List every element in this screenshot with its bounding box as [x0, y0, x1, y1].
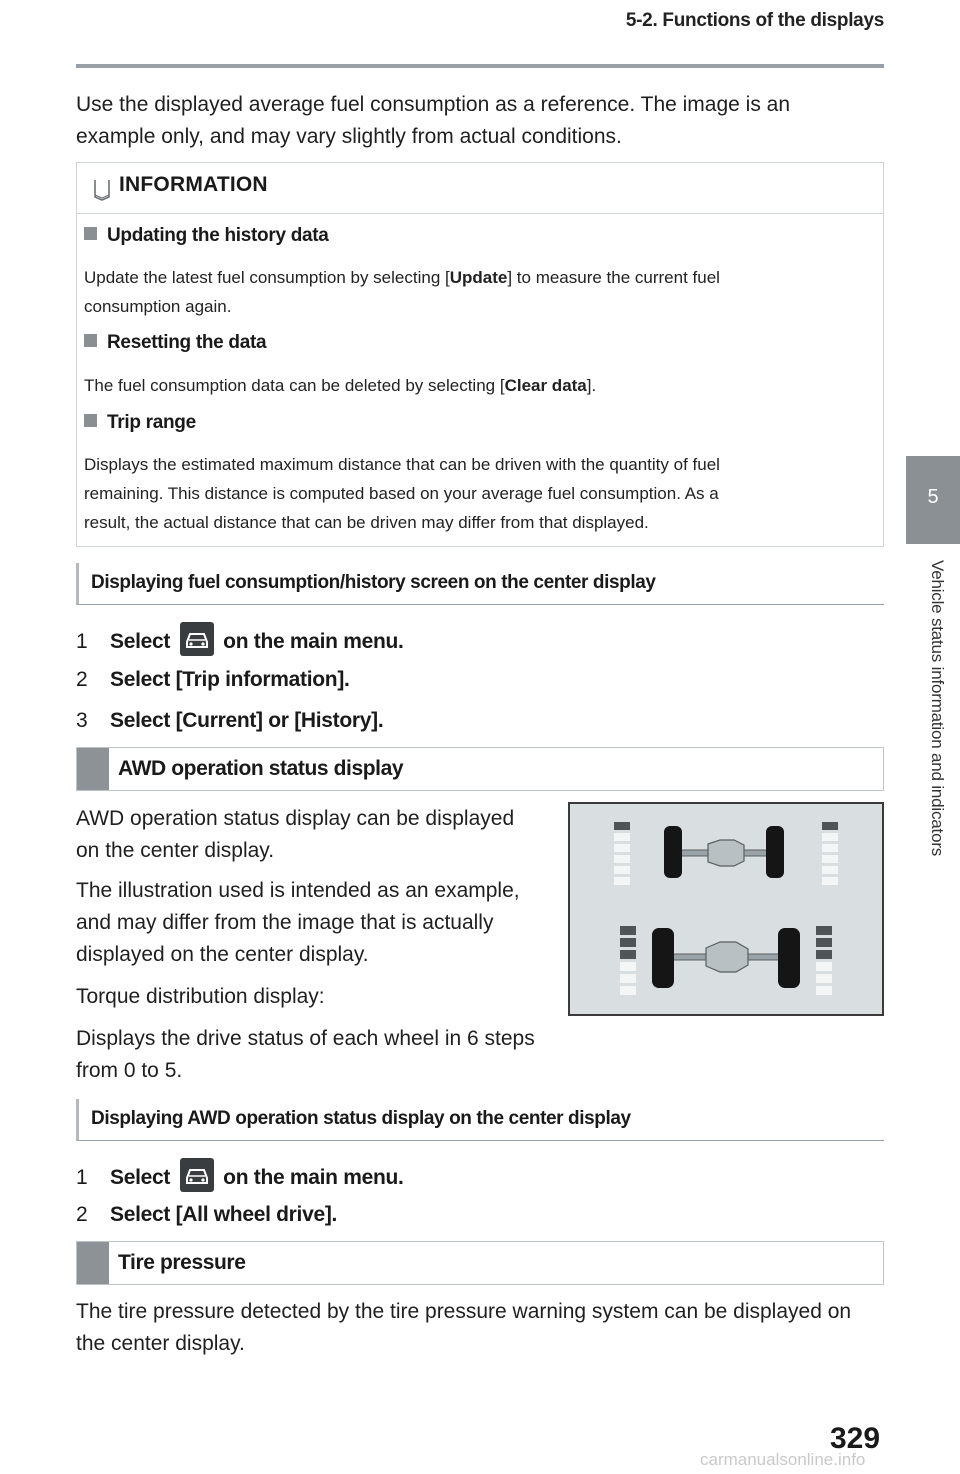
awd-step-1: 1 Select on the main menu.	[76, 1158, 404, 1190]
rear-right-wheel	[778, 928, 800, 988]
front-left-level-segment	[614, 877, 630, 885]
front-left-wheel	[664, 826, 682, 878]
tire-paragraph-line-2: the center display.	[76, 1332, 245, 1355]
info-book-icon	[93, 179, 111, 201]
section-header: 5-2. Functions of the displays	[625, 10, 884, 31]
tire-section-title: Tire pressure	[118, 1251, 246, 1274]
tire-paragraph-line-1: The tire pressure detected by the tire pressure warning system can be displayed on	[76, 1300, 852, 1323]
front-right-level-segment	[822, 855, 838, 863]
page-number: 329	[830, 1422, 881, 1455]
torque-distribution-diagram	[570, 804, 882, 1014]
front-right-level-segment	[822, 877, 838, 885]
car-menu-icon[interactable]	[180, 622, 214, 656]
info-item-title-resetting: Resetting the data	[84, 332, 266, 354]
front-right-wheel	[766, 826, 784, 878]
square-bullet-icon	[84, 227, 97, 240]
rear-left-level-segment	[620, 974, 636, 983]
awd-paragraph-2: The illustration used is intended as an example, and may differ from the image that is actually displayed on the center display.	[76, 879, 520, 966]
car-menu-icon[interactable]	[180, 1158, 214, 1192]
front-right-level-segment	[822, 833, 838, 841]
awd-section-title: AWD operation status display	[118, 757, 404, 780]
fuel-step-3: 3 Select [Current] or [History].	[76, 709, 384, 732]
rear-left-level-segment	[620, 938, 636, 947]
information-box	[76, 162, 884, 547]
info-item-title-updating: Updating the history data	[84, 225, 329, 247]
info-item-text-updating: Update the latest fuel consumption by selecting [Update] to measure the current fuel consumption again.	[84, 268, 720, 316]
front-left-level-segment	[614, 855, 630, 863]
section-bar-tab	[77, 1242, 109, 1284]
rear-right-level-segment	[816, 986, 832, 995]
awd-torque-illustration	[568, 802, 884, 1016]
fuel-display-subheading: Displaying fuel consumption/history screen on the center display	[76, 563, 884, 605]
watermark: carmanualsonline.info	[700, 1450, 866, 1469]
rear-left-level-segment	[620, 950, 636, 959]
info-item-text-resetting: The fuel consumption data can be deleted by selecting [Clear data].	[84, 376, 597, 395]
rear-right-level-segment	[816, 926, 832, 935]
information-title: INFORMATION	[119, 173, 268, 196]
awd-paragraph-1: AWD operation status display can be displayed on the center display.	[76, 807, 515, 862]
awd-paragraph-3: Torque distribution display:	[76, 985, 325, 1008]
square-bullet-icon	[84, 414, 97, 427]
info-item-title-trip-range: Trip range	[84, 412, 196, 434]
awd-display-subheading: Displaying AWD operation status display on the center display	[76, 1099, 884, 1141]
rear-left-wheel	[652, 928, 674, 988]
intro-line-1: Use the displayed average fuel consumption as a reference. The image is an	[76, 93, 791, 116]
rear-left-level-segment	[620, 986, 636, 995]
tire-section-bar	[76, 1241, 884, 1285]
chapter-tab[interactable]	[906, 456, 960, 544]
awd-step-2: 2 Select [All wheel drive].	[76, 1203, 338, 1226]
rear-right-level-segment	[816, 974, 832, 983]
intro-line-2: example only, and may vary slightly from actual conditions.	[76, 125, 622, 148]
section-bar-tab	[77, 748, 109, 790]
front-right-level-segment	[822, 844, 838, 852]
fuel-step-1: 1 Select on the main menu.	[76, 622, 404, 654]
front-left-level-segment	[614, 866, 630, 874]
chapter-number: 5	[927, 486, 939, 508]
awd-section-bar	[76, 747, 884, 791]
front-right-level-segment	[822, 822, 838, 830]
rear-right-level-segment	[816, 950, 832, 959]
fuel-step-2: 2 Select [Trip information].	[76, 668, 350, 691]
front-left-level-segment	[614, 822, 630, 830]
front-left-level-segment	[614, 844, 630, 852]
front-right-level-segment	[822, 866, 838, 874]
chapter-label: Vehicle status information and indicators	[928, 560, 947, 857]
square-bullet-icon	[84, 334, 97, 347]
rear-left-level-segment	[620, 926, 636, 935]
rear-right-level-segment	[816, 962, 832, 971]
front-left-level-segment	[614, 833, 630, 841]
info-item-text-trip-range: Displays the estimated maximum distance that can be driven with the quantity of fuel remaining. This distance is computed based on your average fuel consumption. As a result, the actual distance that can be driven may differ from that displayed.	[84, 455, 720, 532]
rear-left-level-segment	[620, 962, 636, 971]
awd-paragraph-4: Displays the drive status of each wheel in 6 steps from 0 to 5.	[76, 1027, 535, 1082]
information-header	[77, 163, 883, 214]
rear-right-level-segment	[816, 938, 832, 947]
header-rule	[76, 64, 884, 68]
